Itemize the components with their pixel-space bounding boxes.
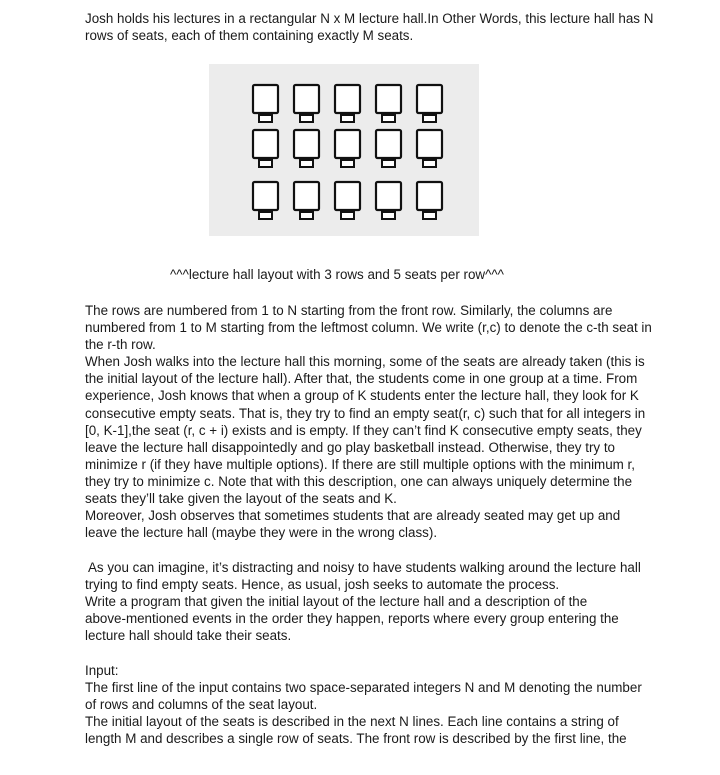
seat-back: [417, 182, 442, 210]
text-line: [0, K-1],the seat (r, c + i) exists and is empty. If they can’t find K consecutive empty seats, they: [85, 422, 642, 438]
seat: [294, 182, 319, 219]
text-line: The rows are numbered from 1 to N starting from the front row. Similarly, the columns are: [85, 303, 613, 318]
text-line: above-mentioned events in the order they happen, reports where every group entering the: [85, 611, 619, 627]
text-line: the initial layout of the lecture hall). After that, the students come in one group at a time. From: [85, 371, 638, 387]
seat-back: [335, 182, 360, 210]
seat-base: [382, 115, 395, 122]
input-heading: Input:: [85, 663, 119, 678]
seat-back: [417, 130, 442, 158]
text-line: The first line of the input contains two space-separated integers N and M denoting the number: [85, 680, 642, 696]
seat-back: [253, 182, 278, 210]
seat-back: [376, 85, 401, 113]
seat-back: [294, 85, 319, 113]
seat-back: [253, 85, 278, 113]
text-line: trying to find empty seats. Hence, as usual, josh seeks to automate the process.: [85, 577, 560, 593]
description-paragraph: [85, 302, 652, 541]
text-line: they try to minimize c. Note that with this description, one can always uniquely determine the: [85, 473, 633, 489]
seat-base: [259, 212, 272, 219]
seat: [417, 85, 442, 122]
seat-base: [382, 160, 395, 167]
text-line: consecutive empty seats. That is, they try to find an empty seat(r, c) such that for all integers in: [85, 405, 646, 421]
text-line: Write a program that given the initial layout of the lecture hall and a description of the: [85, 594, 588, 610]
intro-text: [85, 10, 654, 44]
seat-base: [259, 115, 272, 122]
text-line: the r-th row.: [85, 337, 156, 353]
seat-base: [300, 115, 313, 122]
seat-back: [335, 85, 360, 113]
seat-base: [300, 160, 313, 167]
seat: [294, 130, 319, 167]
seat-base: [423, 115, 436, 122]
text-line: rows of seats, each of them containing exactly M seats.: [85, 28, 414, 44]
seat: [294, 85, 319, 122]
text-line: numbered from 1 to M starting from the leftmost column. We write (r,c) to denote the c-th seat in: [85, 320, 652, 336]
text-line: experience, Josh knows that when a group of K students enter the lecture hall, they look for K: [85, 388, 639, 404]
seat: [253, 130, 278, 167]
text-line: Josh holds his lectures in a rectangular N x M lecture hall.In Other Words, this lecture hall has N: [85, 11, 654, 26]
seat: [376, 130, 401, 167]
text-line: The initial layout of the seats is described in the next N lines. Each line contains a string of: [85, 714, 619, 730]
seat: [335, 130, 360, 167]
figure-caption: ^^^lecture hall layout with 3 rows and 5 seats per row^^^: [170, 267, 504, 282]
seat: [253, 85, 278, 122]
seat-base: [423, 160, 436, 167]
seat: [417, 130, 442, 167]
input-text: [85, 662, 645, 747]
description-text: [85, 302, 652, 541]
seat-back: [294, 182, 319, 210]
seat-back: [335, 130, 360, 158]
seat: [253, 182, 278, 219]
text-line: When Josh walks into the lecture hall this morning, some of the seats are already taken (this is: [85, 354, 645, 370]
seat-back: [376, 182, 401, 210]
text-line: lecture hall should take their seats.: [85, 628, 292, 644]
text-line: Moreover, Josh observes that sometimes students that are already seated may get up and: [85, 508, 621, 524]
text-line: length M and describes a single row of seats. The front row is described by the first line, the: [85, 731, 627, 747]
seat: [376, 85, 401, 122]
automation-paragraph: [85, 559, 645, 644]
text-line: minimize r (if they have multiple options). If there are still multiple options with the minimum r,: [85, 456, 635, 472]
text-line: As you can imagine, it’s distracting and noisy to have students walking around the lecture hall: [85, 560, 641, 575]
text-line: of rows and columns of the seat layout.: [85, 697, 318, 713]
seat: [335, 85, 360, 122]
seat: [335, 182, 360, 219]
seat-base: [341, 212, 354, 219]
lecture-hall-diagram: [209, 64, 479, 236]
text-line: leave the lecture hall disappointedly and go play basketball instead. Otherwise, they try to: [85, 439, 615, 455]
seat-base: [341, 115, 354, 122]
text-line: seats they’ll take given the layout of the seats and K.: [85, 491, 397, 507]
seat: [376, 182, 401, 219]
seat-back: [417, 85, 442, 113]
seat-back: [253, 130, 278, 158]
seat-back: [376, 130, 401, 158]
automation-text: [85, 559, 645, 644]
intro-paragraph: [85, 10, 654, 44]
lecture-hall-figure: [209, 64, 479, 236]
text-line: leave the lecture hall (maybe they were in the wrong class).: [85, 525, 438, 541]
input-section: [85, 662, 645, 747]
seat-base: [259, 160, 272, 167]
seat-base: [341, 160, 354, 167]
seat-back: [294, 130, 319, 158]
seat-base: [300, 212, 313, 219]
seat-base: [423, 212, 436, 219]
seat-base: [382, 212, 395, 219]
seat: [417, 182, 442, 219]
